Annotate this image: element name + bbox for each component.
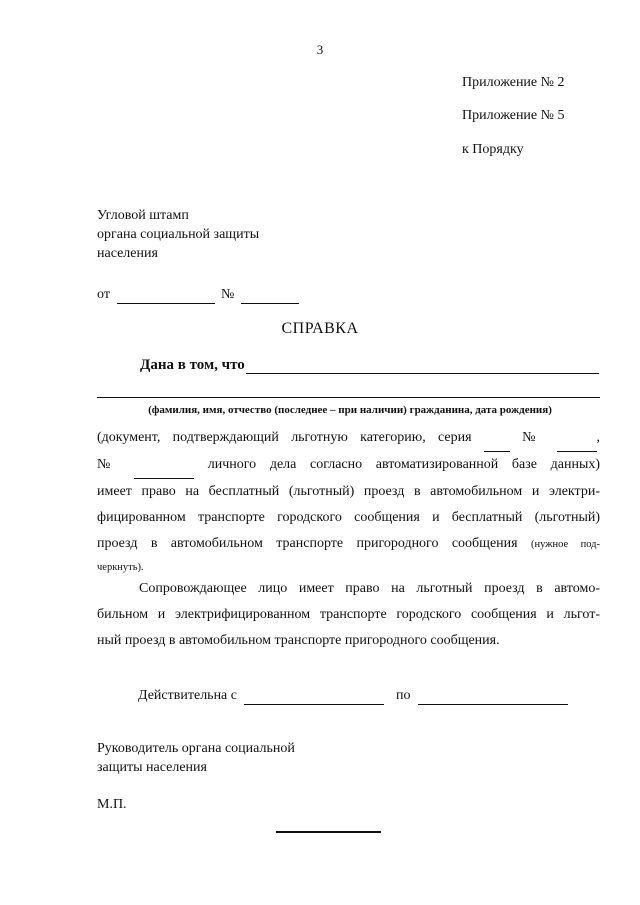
seal-label: М.П.: [97, 797, 127, 812]
paragraph-line: (документ, подтверждающий льготную категорию, серия № ,: [97, 425, 600, 452]
stamp-line: органа социальной защиты: [97, 227, 260, 242]
page-number: 3: [316, 42, 324, 57]
series-blank[interactable]: [484, 425, 510, 452]
paragraph-line: ный проезд в автомобильном транспорте пригородного сообщения.: [97, 633, 500, 648]
paragraph-line: черкнуть).: [97, 562, 144, 573]
paragraph-2: [97, 576, 600, 654]
end-divider: [276, 831, 381, 833]
head-line: защиты населения: [97, 760, 207, 775]
from-label: от: [97, 287, 110, 302]
head-of-agency-block: [97, 739, 295, 777]
paragraph-line: № личного дела согласно автоматизированной базе данных): [97, 452, 600, 479]
given-label: Дана в том, что: [140, 357, 245, 373]
paragraph-line: имеет право на бесплатный (льготный) проезд в автомобильном и электри-: [97, 484, 600, 499]
appendix-line-2: Приложение № 5: [462, 108, 565, 123]
stamp-line: Угловой штамп: [97, 208, 189, 223]
validity-row: [138, 688, 568, 705]
paragraph-1: [97, 425, 600, 578]
valid-from-label: Действительна с: [138, 688, 237, 703]
number-blank[interactable]: [241, 287, 299, 304]
appendix-line-3: к Порядку: [462, 142, 524, 157]
date-blank[interactable]: [117, 287, 215, 304]
paragraph-line: проезд в автомобильном транспорте пригородного сообщения (нужное под-: [97, 536, 601, 551]
doc-number-blank[interactable]: [557, 425, 597, 452]
valid-to-blank[interactable]: [418, 688, 568, 705]
valid-to-label: по: [395, 688, 411, 703]
valid-from-blank[interactable]: [244, 688, 384, 705]
paragraph-line: Сопровождающее лицо имеет право на льготный проезд в автомо-: [139, 581, 600, 596]
head-line: Руководитель органа социальной: [97, 741, 295, 756]
number-sign: №: [220, 287, 235, 302]
name-field-note: (фамилия, имя, отчество (последнее – при наличии) гражданина, дата рождения): [148, 404, 552, 416]
name-blank-line-2[interactable]: [97, 397, 600, 398]
case-number-blank[interactable]: [134, 452, 194, 479]
paragraph-line: фицированном транспорте городского сообщения и бесплатный (льготный): [97, 510, 600, 525]
corner-stamp-block: [97, 206, 259, 263]
paragraph-line: бильном и электрифицированном транспорте городского сообщения и льгот-: [97, 607, 600, 622]
date-number-row: [97, 287, 299, 304]
stamp-line: населения: [97, 246, 158, 261]
appendix-line-1: Приложение № 2: [462, 75, 565, 90]
document-title: СПРАВКА: [281, 320, 359, 337]
name-blank-line-1[interactable]: [246, 373, 599, 374]
